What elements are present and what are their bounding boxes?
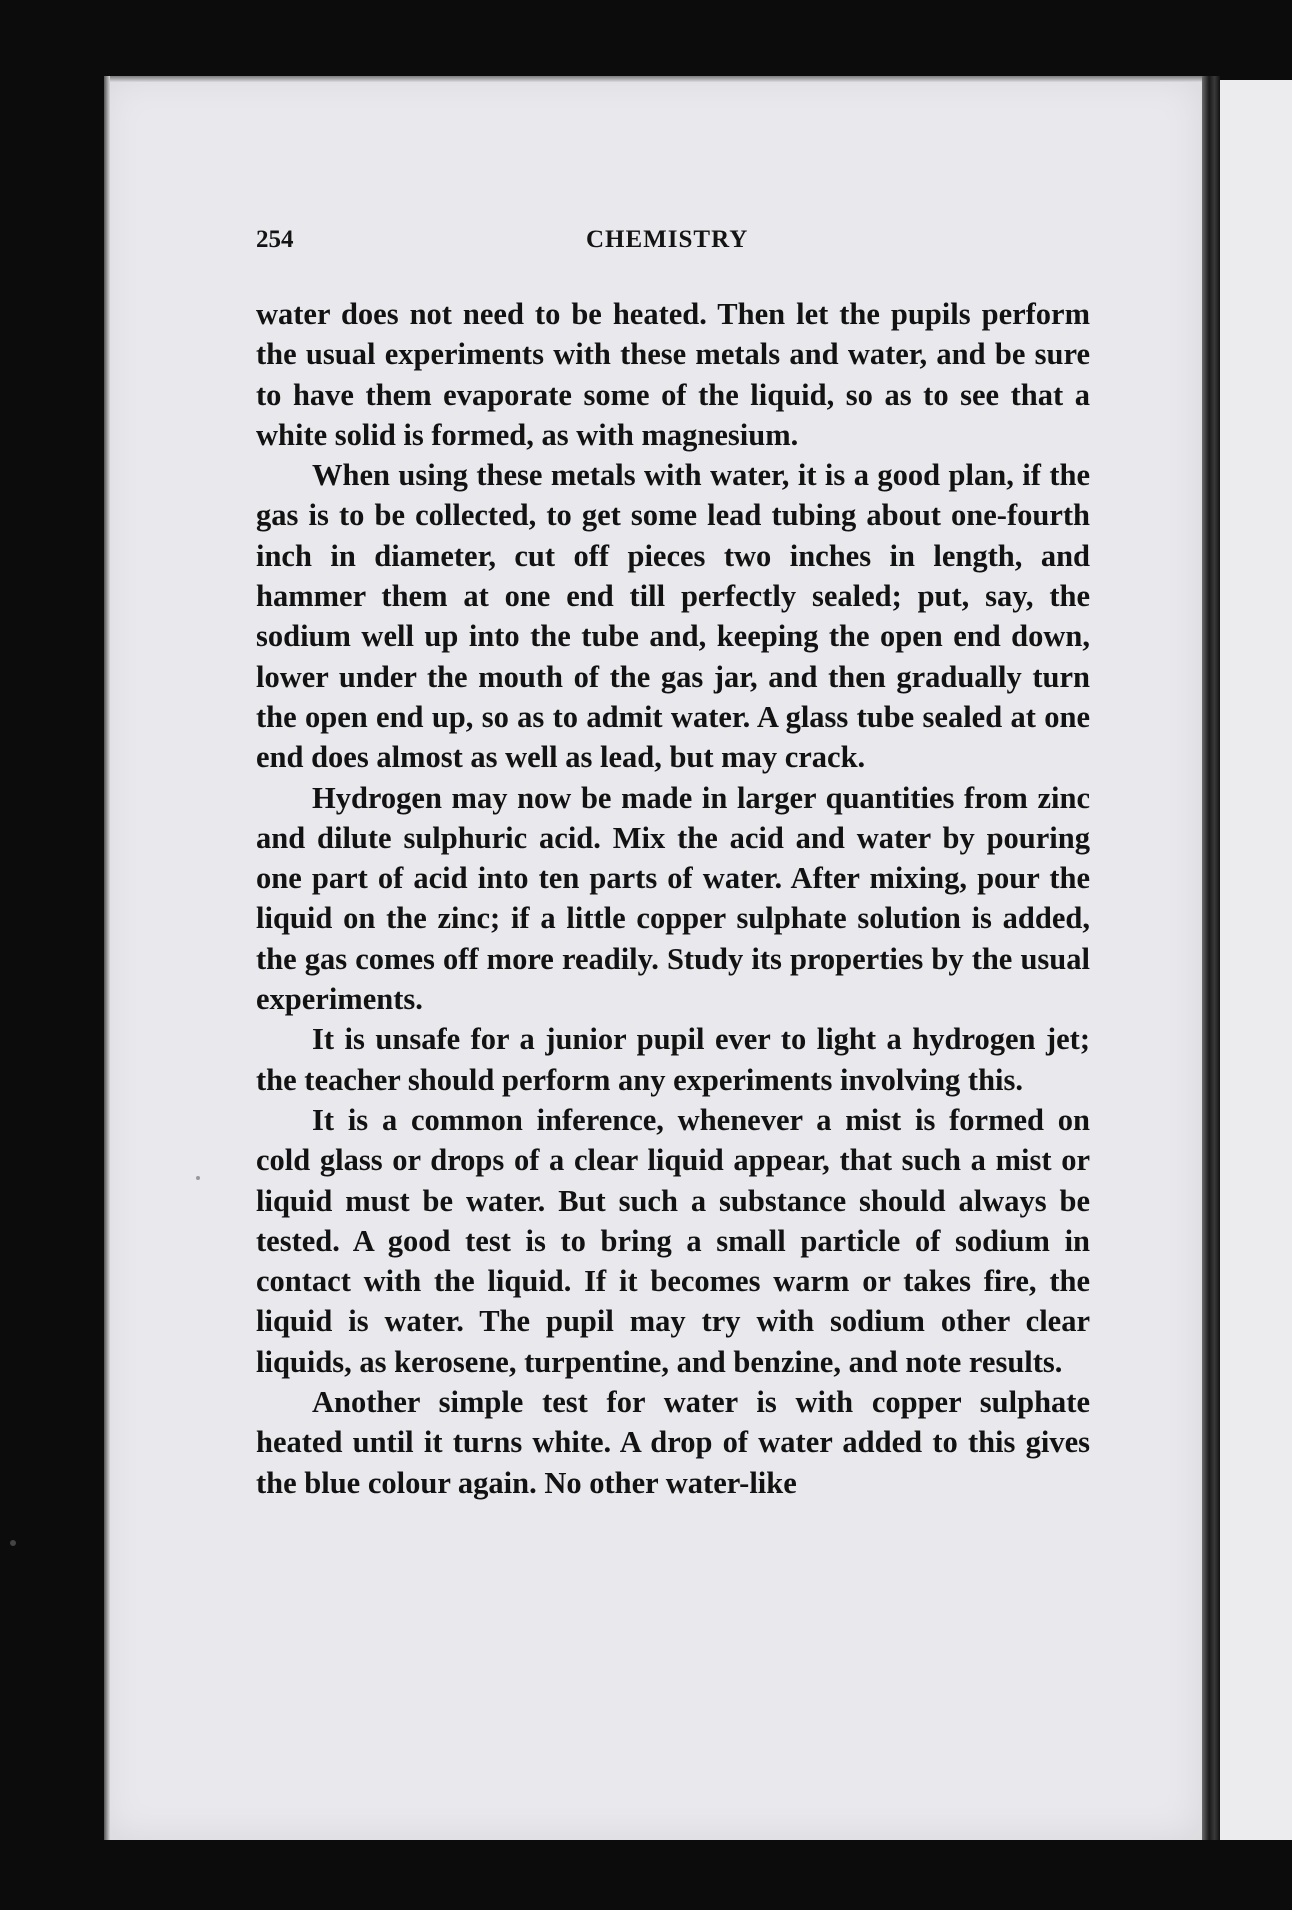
facing-page-edge [1220,80,1292,1840]
page-top-edge [104,76,1202,82]
scan-speck [196,1176,200,1180]
paragraph: water does not need to be heated. Then let the pupils perform the usual experiments with these metals and water, and be sure to have them evaporate some of the liquid, so as to see that a white solid is formed, as with magnesium. [256,297,1090,452]
page-header [256,226,1086,266]
body-text [256,294,1090,1503]
paragraph: Another simple test for water is with copper sulphate heated until it turns white. A drop of water added to this gives the blue colour again. No other water-like [256,1385,1090,1500]
paragraph: It is a common inference, whenever a mist is formed on cold glass or drops of a clear liquid appear, that such a mist or liquid must be water. But such a substance should always be tested. A good test is to bring a small particle of sodium in contact with the liquid. If it becomes warm or takes fire, the liquid is water. The pupil may try with sodium other clear liquids, as kerosene, turpentine, and benzine, and note results. [256,1102,1090,1379]
paragraph: Hydrogen may now be made in larger quantities from zinc and dilute sulphuric acid. Mix the acid and water by pouring one part of acid into ten parts of water. After mixing, pour the liquid on the zinc; if a little copper sulphate solution is added, the gas comes off more readily. Study its properties by the usual experiments. [256,780,1090,1017]
book-gutter [1202,76,1220,1840]
scan-speck [10,1540,16,1546]
paragraph: It is unsafe for a junior pupil ever to light a hydrogen jet; the teacher should perform any experiments involving this. [256,1022,1090,1097]
page-number: 254 [256,226,294,253]
paragraph: When using these metals with water, it is a good plan, if the gas is to be collected, to get some lead tubing about one-fourth inch in diameter, cut off pieces two inches in length, and hammer them at one end till perfectly sealed; put, say, the sodium well up into the tube and, keeping the open end down, lower under the mouth of the gas jar, and then gradually turn the open end up, so as to admit water. A glass tube sealed at one end does almost as well as lead, but may crack. [256,458,1090,775]
running-head: CHEMISTRY [586,226,749,253]
page-left-edge [104,76,110,1840]
